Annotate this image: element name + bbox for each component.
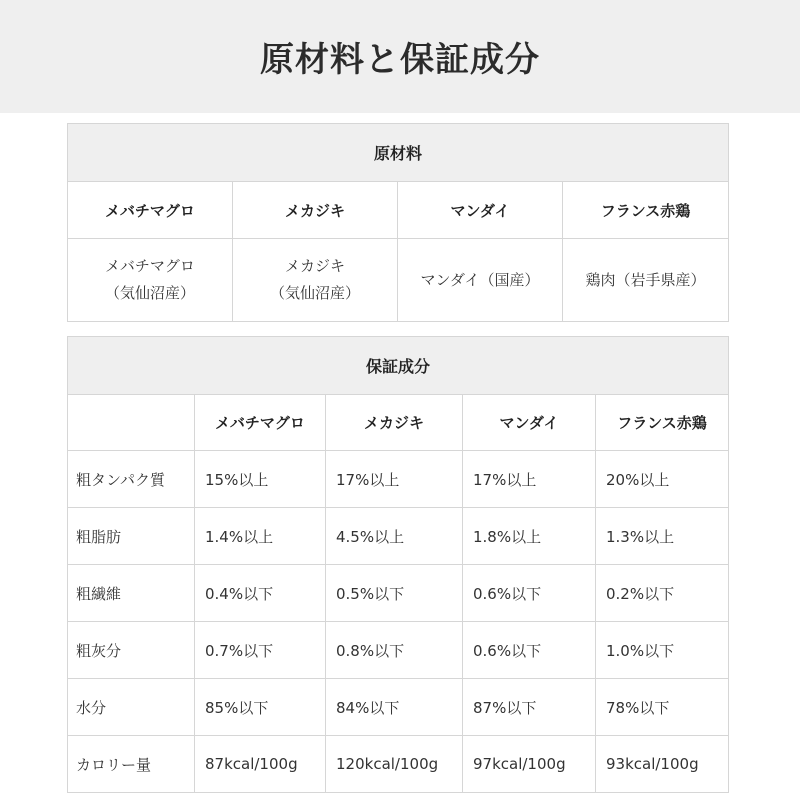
table-cell: 17%以上 bbox=[463, 451, 596, 508]
ingredients-column-header: フランス赤鶏 bbox=[563, 182, 729, 239]
table-cell: 1.0%以下 bbox=[596, 622, 729, 679]
ingredient-line: 鶏肉（岩手県産） bbox=[585, 270, 706, 289]
table-cell: 0.8%以下 bbox=[326, 622, 463, 679]
table-cell: 4.5%以上 bbox=[326, 508, 463, 565]
ingredients-cell bbox=[233, 239, 398, 322]
guaranteed-caption: 保証成分 bbox=[68, 337, 729, 395]
table-cell: 87%以下 bbox=[463, 679, 596, 736]
table-cell: 0.4%以下 bbox=[195, 565, 326, 622]
row-label: カロリー量 bbox=[68, 736, 195, 793]
table-cell: 93kcal/100g bbox=[596, 736, 729, 793]
table-cell: 97kcal/100g bbox=[463, 736, 596, 793]
table-cell: 84%以下 bbox=[326, 679, 463, 736]
row-label: 粗タンパク質 bbox=[68, 451, 195, 508]
guaranteed-column-header: メバチマグロ bbox=[195, 395, 326, 451]
ingredients-column-header: メカジキ bbox=[233, 182, 398, 239]
guaranteed-rows bbox=[68, 451, 729, 793]
ingredients-column-header: マンダイ bbox=[398, 182, 563, 239]
table-cell: 1.4%以上 bbox=[195, 508, 326, 565]
guaranteed-analysis-table bbox=[67, 336, 729, 793]
table-cell: 1.8%以上 bbox=[463, 508, 596, 565]
table-cell: 15%以上 bbox=[195, 451, 326, 508]
ingredients-caption: 原材料 bbox=[68, 124, 729, 182]
table-row bbox=[68, 508, 729, 565]
table-cell: 0.2%以下 bbox=[596, 565, 729, 622]
table-cell: 0.5%以下 bbox=[326, 565, 463, 622]
table-cell: 85%以下 bbox=[195, 679, 326, 736]
table-cell: 87kcal/100g bbox=[195, 736, 326, 793]
table-cell: 0.7%以下 bbox=[195, 622, 326, 679]
ingredient-line: （気仙沼産） bbox=[269, 284, 360, 302]
guaranteed-column-header: マンダイ bbox=[463, 395, 596, 451]
row-label: 水分 bbox=[68, 679, 195, 736]
table-row bbox=[68, 622, 729, 679]
table-cell: 1.3%以上 bbox=[596, 508, 729, 565]
guaranteed-column-header: フランス赤鶏 bbox=[596, 395, 729, 451]
table-row bbox=[68, 736, 729, 793]
table-row bbox=[68, 451, 729, 508]
ingredient-line: メバチマグロ bbox=[105, 257, 195, 275]
ingredients-cell bbox=[563, 239, 729, 322]
row-label: 粗脂肪 bbox=[68, 508, 195, 565]
ingredients-cell bbox=[398, 239, 563, 322]
title-band bbox=[0, 0, 800, 113]
ingredients-column-header: メバチマグロ bbox=[68, 182, 233, 239]
ingredient-line: メカジキ bbox=[284, 257, 345, 275]
ingredient-line: （気仙沼産） bbox=[104, 284, 195, 302]
table-cell: 17%以上 bbox=[326, 451, 463, 508]
table-row bbox=[68, 565, 729, 622]
ingredient-line: マンダイ（国産） bbox=[420, 270, 540, 289]
table-cell: 78%以下 bbox=[596, 679, 729, 736]
ingredients-table bbox=[67, 123, 729, 322]
table-cell: 20%以上 bbox=[596, 451, 729, 508]
guaranteed-column-header: メカジキ bbox=[326, 395, 463, 451]
guaranteed-column-header bbox=[68, 395, 195, 451]
page-title: 原材料と保証成分 bbox=[260, 40, 540, 80]
table-cell: 120kcal/100g bbox=[326, 736, 463, 793]
row-label: 粗繊維 bbox=[68, 565, 195, 622]
table-row bbox=[68, 679, 729, 736]
table-cell: 0.6%以下 bbox=[463, 622, 596, 679]
ingredients-cell bbox=[68, 239, 233, 322]
table-cell: 0.6%以下 bbox=[463, 565, 596, 622]
row-label: 粗灰分 bbox=[68, 622, 195, 679]
